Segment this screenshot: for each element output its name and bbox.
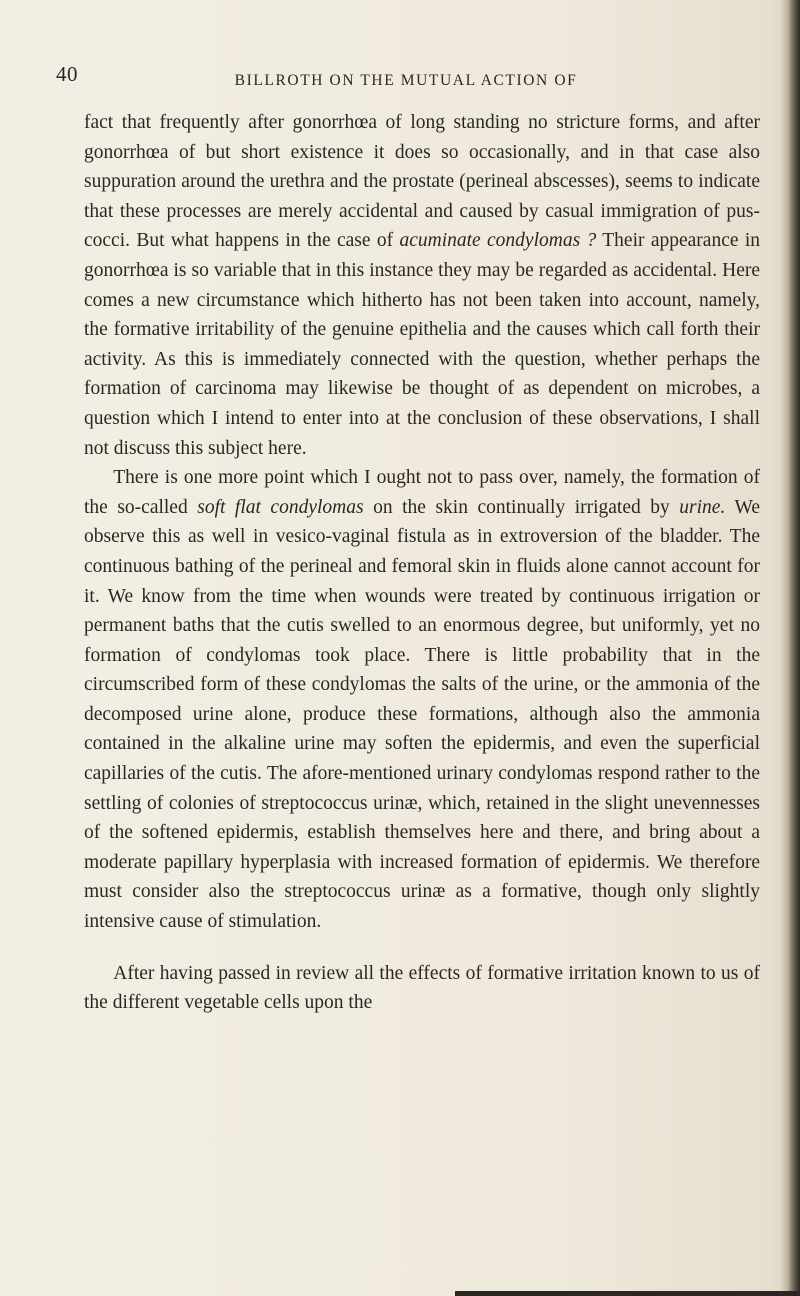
paragraph-2-text-b: on the skin continually irrigated by [363,496,680,518]
paragraph-2-text-c: We observe this as well in vesico-vaginal fistula as in extroversion of the bladder. The continuous bathing of the perineal and femoral skin in fluids alone cannot account for it. We know from the time when wounds were treated by continuous irrigation or permanent baths that the cutis swelled to an enormous degree, but uniformly, yet no formation of condylomas took place. There is little probability that in the circumscribed form of these condylomas the salts of the urine, or the ammonia of the decomposed urine alone, produce these formations, although also the ammonia contained in the alkaline urine may soften the epidermis, and even the superficial capillaries of the cutis. The afore-mentioned urinary condylomas respond rather to the settling of colonies of streptococcus urinæ, which, retained in the slight unevennesses of the softened epidermis, establish themselves here and there, and bring about a moderate papillary hyperplasia with increased formation of epidermis. We therefore must consider also the streptococcus urinæ as a formative, though only slightly intensive cause of stimulation. [84,496,760,933]
italic-acuminate-condylomas: acuminate condylomas ? [399,230,597,252]
page-header [56,60,756,96]
italic-soft-flat-condylomas: soft flat condylomas [197,496,364,518]
italic-urine: urine. [679,496,726,518]
page-number: 40 [56,62,78,86]
page-gutter-shadow [780,0,788,1296]
paragraph-1-text-b: Their appearance in gonorrhœa is so variable that in this instance they may be regarded as accidental. Here comes a new circumstance which hitherto has not been taken into account, namely, the formative irritability of the genuine epithelia and the causes which call forth their activity. As this is immediately connected with the question, whether perhaps the formation of carcinoma may likewise be thought of as dependent on microbes, a question which I intend to enter into at the conclusion of these observations, I shall not discuss this subject here. [84,230,761,459]
book-binding-edge [788,0,800,1296]
paragraph-1 [84,108,760,463]
bottom-edge-rule [455,1291,800,1296]
running-head: BILLROTH ON THE MUTUAL ACTION OF [234,72,578,89]
paragraph-2 [84,463,760,937]
paragraph-1-text-a: fact that frequently after gonorrhœa of long standing no stricture forms, and after gonorrhœa of but short existence it does so occasionally, and in that case also suppuration around the urethra and the prostate (perineal abscesses), seems to indicate that these processes are merely accidental and caused by casual immigration of pus-cocci. But what happens in the case of [84,112,760,252]
paragraph-3: After having passed in review all the effects of formative irritation known to us of the different vegetable cells upon the [84,962,760,1014]
paragraph-2-text-a: There is one more point which I ought not to pass over, namely, the formation of the so-called [84,467,760,518]
body-text [84,108,760,1018]
